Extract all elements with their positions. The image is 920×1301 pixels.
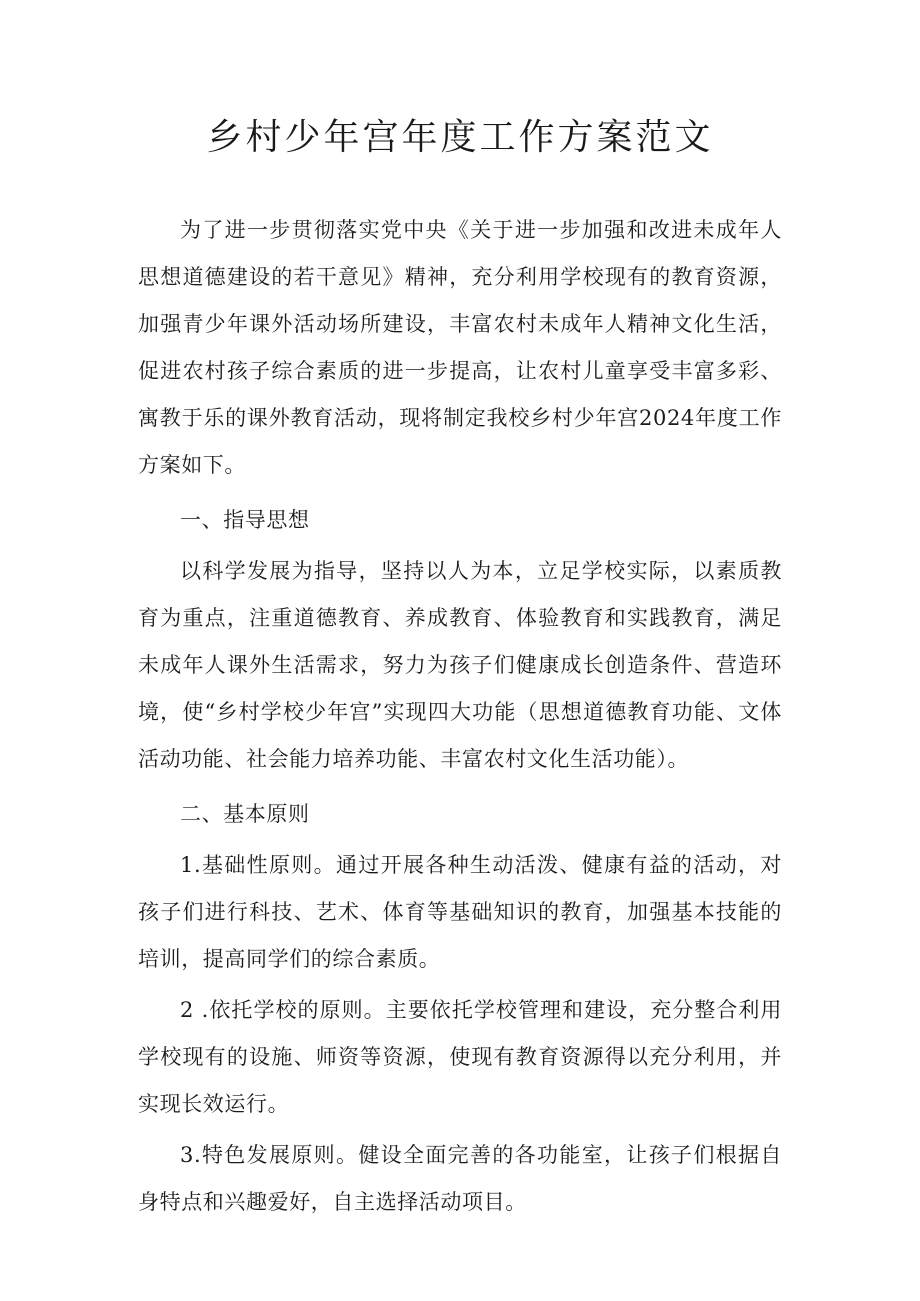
principle-item: 1.基础性原则。通过开展各种生动活泼、健康有益的活动，对孩子们进行科技、艺术、体育等基础知识的教育，加强基本技能的培训，提高同学们的综合素质。	[138, 853, 782, 971]
guiding-ideology-paragraph: 以科学发展为指导，坚持以人为本，立足学校实际，以素质教育为重点，注重道德教育、养成教育、体验教育和实践教育，满足未成年人课外生活需求，努力为孩子们健康成长创造条件、营造环境，使“乡村学校少年宫”实现四大功能（思想道德教育功能、文体活动功能、社会能力培养功能、丰富农村文化生活功能）。	[138, 559, 782, 771]
principle-item: 2 .依托学校的原则。主要依托学校管理和建设，充分整合利用学校现有的设施、师资等资源，使现有教育资源得以充分利用，并实现长效运行。	[138, 998, 782, 1116]
document-body	[138, 207, 782, 1226]
section-heading-basic-principles: 二、基本原则	[180, 802, 310, 826]
document-title: 乡村少年宫年度工作方案范文	[206, 117, 714, 158]
principle-item: 3.特色发展原则。健设全面完善的各功能室，让孩子们根据自身特点和兴趣爱好，自主选择活动项目。	[138, 1143, 782, 1214]
intro-paragraph: 为了进一步贯彻落实党中央《关于进一步加强和改进未成年人思想道德建设的若干意见》精神，充分利用学校现有的教育资源，加强青少年课外活动场所建设，丰富农村未成年人精神文化生活，促进农村孩子综合素质的进一步提高，让农村儿童享受丰富多彩、寓教于乐的课外教育活动，现将制定我校乡村少年宫2024年度工作方案如下。	[138, 218, 782, 477]
section-heading-guiding-ideology: 一、指导思想	[180, 508, 310, 532]
